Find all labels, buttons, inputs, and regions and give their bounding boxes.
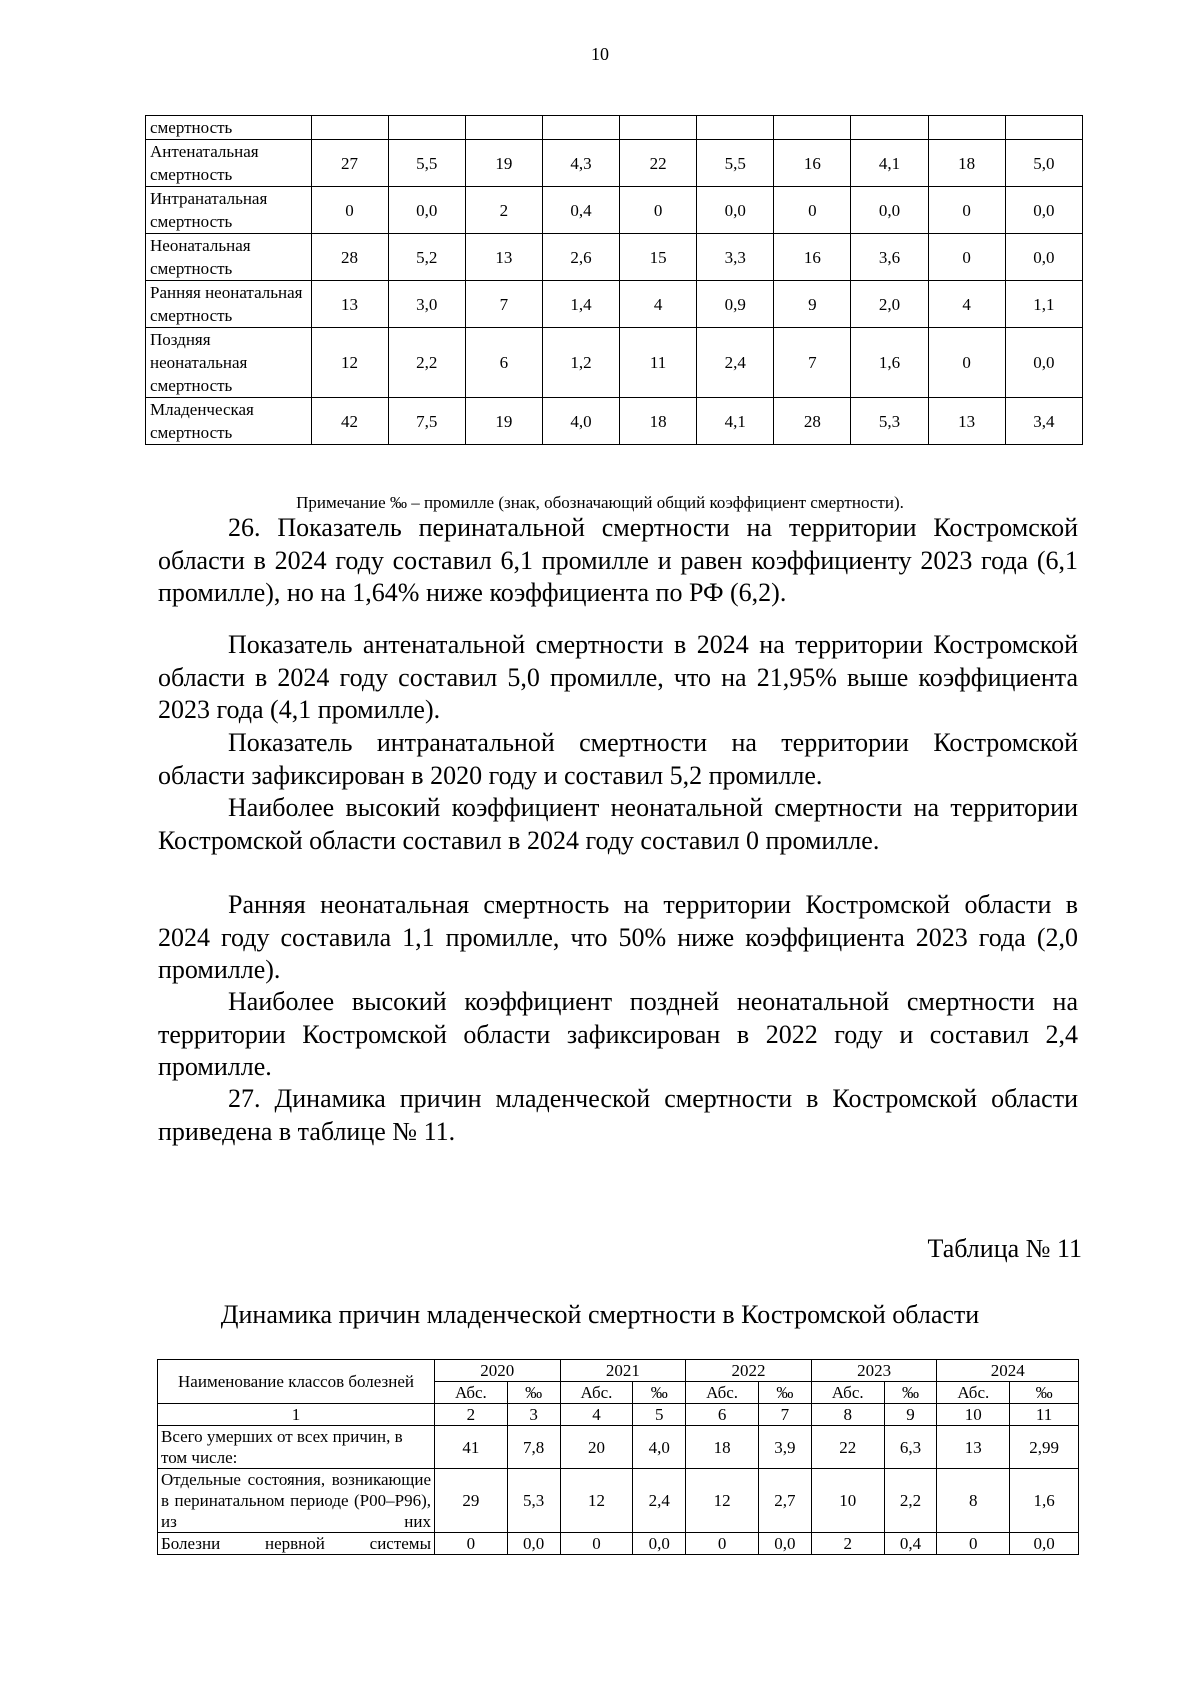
table-row (158, 1533, 1079, 1555)
table-cell: 6 (465, 328, 542, 398)
table-cell (774, 116, 851, 140)
subheader-abs: Абс. (686, 1382, 759, 1404)
table-cell: 0 (620, 187, 697, 234)
column-number: 2 (435, 1404, 508, 1426)
table-cell: 1,6 (1010, 1469, 1079, 1533)
paragraph-intranatal: Показатель интранатальной смертности на территории Костромской области зафиксирован в 2020 году и составил 5,2 промилле. (158, 728, 1078, 790)
row-label: Младенческая смертность (146, 398, 312, 445)
table-cell: 0 (928, 187, 1005, 234)
page-number: 10 (591, 44, 609, 64)
subheader-abs: Абс. (811, 1382, 884, 1404)
table-cell: 2 (465, 187, 542, 234)
table-cell: 7,5 (388, 398, 465, 445)
paragraph-27: 27. Динамика причин младенческой смертности в Костромской области приведена в таблице № 11. (158, 1084, 1078, 1146)
table-cell: 0,0 (388, 187, 465, 234)
table-cell: 4,0 (542, 398, 619, 445)
column-number: 3 (507, 1404, 560, 1426)
table-title: Динамика причин младенческой смертности в Костромской области (220, 1300, 980, 1329)
table-cell: 3,3 (697, 234, 774, 281)
year-header: 2021 (560, 1360, 686, 1382)
subheader-permille: ‰ (758, 1382, 811, 1404)
table-caption: Таблица № 11 (927, 1234, 1082, 1263)
table-cell: 4,0 (633, 1426, 686, 1469)
row-label: Всего умерших от всех причин, в том числе: (158, 1426, 435, 1469)
table-cell: 20 (560, 1426, 633, 1469)
column-number: 4 (560, 1404, 633, 1426)
table-row (146, 187, 1083, 234)
row-label: Поздняя неонатальная смертность (146, 328, 312, 398)
table-cell: 22 (620, 140, 697, 187)
row-label: Отдельные состояния, возникающие в перинатальном периоде (Р00–Р96), из них (158, 1469, 435, 1533)
table-row (158, 1469, 1079, 1533)
table-cell: 0 (928, 328, 1005, 398)
row-label: Неонатальная смертность (146, 234, 312, 281)
table-cell: 5,5 (697, 140, 774, 187)
table-cell: 2,4 (697, 328, 774, 398)
table-cell: 1,2 (542, 328, 619, 398)
subheader-abs: Абс. (435, 1382, 508, 1404)
table-cell: 3,6 (851, 234, 928, 281)
table-cell: 5,3 (507, 1469, 560, 1533)
table-cell: 0,0 (697, 187, 774, 234)
table-cell: 8 (937, 1469, 1010, 1533)
row-label: смертность (146, 116, 312, 140)
table-cell: 3,4 (1005, 398, 1082, 445)
table-cell: 5,2 (388, 234, 465, 281)
table-cell: 2,99 (1010, 1426, 1079, 1469)
table-cell: 9 (774, 281, 851, 328)
table-cell: 7 (774, 328, 851, 398)
table-cell: 22 (811, 1426, 884, 1469)
table-cell: 4,1 (851, 140, 928, 187)
table-cell: 13 (937, 1426, 1010, 1469)
table-row (158, 1426, 1079, 1469)
table-cell: 29 (435, 1469, 508, 1533)
infant-mortality-causes-table (157, 1359, 1079, 1555)
table-cell: 42 (311, 398, 388, 445)
table-cell: 0,0 (1005, 234, 1082, 281)
table-cell: 1,6 (851, 328, 928, 398)
table-cell (697, 116, 774, 140)
year-header: 2020 (435, 1360, 561, 1382)
table-cell: 15 (620, 234, 697, 281)
table-cell: 4 (620, 281, 697, 328)
table-cell (1005, 116, 1082, 140)
table-cell: 18 (686, 1426, 759, 1469)
table-row (146, 234, 1083, 281)
subheader-permille: ‰ (633, 1382, 686, 1404)
table-cell: 0 (311, 187, 388, 234)
table-cell (928, 116, 1005, 140)
table-cell (542, 116, 619, 140)
table-cell: 41 (435, 1426, 508, 1469)
paragraph-late-neonatal: Наиболее высокий коэффициент поздней неонатальной смертности на территории Костромской области зафиксирован в 2022 году и составил 2,4 промилле. (158, 987, 1078, 1081)
table-cell (388, 116, 465, 140)
table-cell: 13 (465, 234, 542, 281)
table-cell: 4 (928, 281, 1005, 328)
row-label: Болезни нервной системы (158, 1533, 435, 1555)
table-cell: 1,1 (1005, 281, 1082, 328)
mortality-table-continued (145, 115, 1083, 445)
table-cell: 0,0 (758, 1533, 811, 1555)
table-cell: 1,4 (542, 281, 619, 328)
table-cell: 16 (774, 140, 851, 187)
table-cell: 4,3 (542, 140, 619, 187)
table-cell (620, 116, 697, 140)
table-cell (465, 116, 542, 140)
paragraph-26: 26. Показатель перинатальной смертности на территории Костромской области в 2024 году составил 6,1 промилле и равен коэффициенту 2023 года (6,1 промилле), но на 1,64% ниже коэффициента по РФ (6,2). (158, 513, 1078, 607)
table-row (146, 281, 1083, 328)
table-row (146, 116, 1083, 140)
column-number: 8 (811, 1404, 884, 1426)
table-row (146, 140, 1083, 187)
table-cell: 2,4 (633, 1469, 686, 1533)
table-cell: 0,9 (697, 281, 774, 328)
table-cell: 0,0 (633, 1533, 686, 1555)
subheader-permille: ‰ (884, 1382, 937, 1404)
row-label: Ранняя неонатальная смертность (146, 281, 312, 328)
table-cell: 0 (435, 1533, 508, 1555)
column-number: 7 (758, 1404, 811, 1426)
table-cell: 13 (928, 398, 1005, 445)
table-cell: 18 (928, 140, 1005, 187)
paragraph-early-neonatal: Ранняя неонатальная смертность на территории Костромской области в 2024 году составила 1,1 промилле, что 50% ниже коэффициента 2023 года (2,0 промилле). (158, 890, 1078, 984)
table-cell: 3,0 (388, 281, 465, 328)
table-cell: 0 (937, 1533, 1010, 1555)
table-cell: 19 (465, 140, 542, 187)
table-cell: 0 (928, 234, 1005, 281)
table-cell: 18 (620, 398, 697, 445)
subheader-permille: ‰ (1010, 1382, 1079, 1404)
year-header: 2024 (937, 1360, 1079, 1382)
table-cell (311, 116, 388, 140)
table-cell: 2,2 (388, 328, 465, 398)
column-number: 1 (158, 1404, 435, 1426)
table-cell: 19 (465, 398, 542, 445)
year-header: 2023 (811, 1360, 937, 1382)
subheader-abs: Абс. (560, 1382, 633, 1404)
table-row (146, 398, 1083, 445)
table-note: Примечание ‰ – промилле (знак, обозначающий общий коэффициент смертности). (296, 493, 904, 512)
column-number: 9 (884, 1404, 937, 1426)
table-cell: 7,8 (507, 1426, 560, 1469)
table-cell: 0,0 (1005, 187, 1082, 234)
table-cell: 16 (774, 234, 851, 281)
table-cell: 12 (686, 1469, 759, 1533)
table-cell: 0,0 (1010, 1533, 1079, 1555)
table-cell: 0,0 (1005, 328, 1082, 398)
subheader-permille: ‰ (507, 1382, 560, 1404)
table-cell: 12 (560, 1469, 633, 1533)
header-disease-class: Наименование классов болезней (158, 1360, 435, 1404)
table-cell: 27 (311, 140, 388, 187)
table-cell: 5,5 (388, 140, 465, 187)
table-cell: 2 (811, 1533, 884, 1555)
table-cell: 2,7 (758, 1469, 811, 1533)
table-cell: 6,3 (884, 1426, 937, 1469)
table-cell: 0 (686, 1533, 759, 1555)
table-cell: 5,3 (851, 398, 928, 445)
table-cell: 4,1 (697, 398, 774, 445)
table-row (146, 328, 1083, 398)
table-cell: 5,0 (1005, 140, 1082, 187)
table-cell: 0 (560, 1533, 633, 1555)
table-cell: 28 (774, 398, 851, 445)
table-cell: 3,9 (758, 1426, 811, 1469)
table-cell: 28 (311, 234, 388, 281)
table-cell: 0,4 (884, 1533, 937, 1555)
table-cell: 2,2 (884, 1469, 937, 1533)
subheader-abs: Абс. (937, 1382, 1010, 1404)
table-cell: 12 (311, 328, 388, 398)
table-cell: 10 (811, 1469, 884, 1533)
column-number: 11 (1010, 1404, 1079, 1426)
table-cell: 2,0 (851, 281, 928, 328)
paragraph-antenatal: Показатель антенатальной смертности в 2024 на территории Костромской области в 2024 году составил 5,0 промилле, что на 21,95% выше коэффициента 2023 года (4,1 промилле). (158, 630, 1078, 724)
table-cell: 11 (620, 328, 697, 398)
row-label: Интранатальная смертность (146, 187, 312, 234)
column-number: 10 (937, 1404, 1010, 1426)
table-cell: 2,6 (542, 234, 619, 281)
table-cell: 0,0 (507, 1533, 560, 1555)
paragraph-neonatal: Наиболее высокий коэффициент неонатальной смертности на территории Костромской области составил в 2024 году составил 0 промилле. (158, 793, 1078, 855)
table-cell (851, 116, 928, 140)
column-number: 6 (686, 1404, 759, 1426)
table-cell: 0,0 (851, 187, 928, 234)
table-cell: 0 (774, 187, 851, 234)
table-cell: 0,4 (542, 187, 619, 234)
table-cell: 13 (311, 281, 388, 328)
table-cell: 7 (465, 281, 542, 328)
year-header: 2022 (686, 1360, 812, 1382)
column-number: 5 (633, 1404, 686, 1426)
row-label: Антенатальная смертность (146, 140, 312, 187)
